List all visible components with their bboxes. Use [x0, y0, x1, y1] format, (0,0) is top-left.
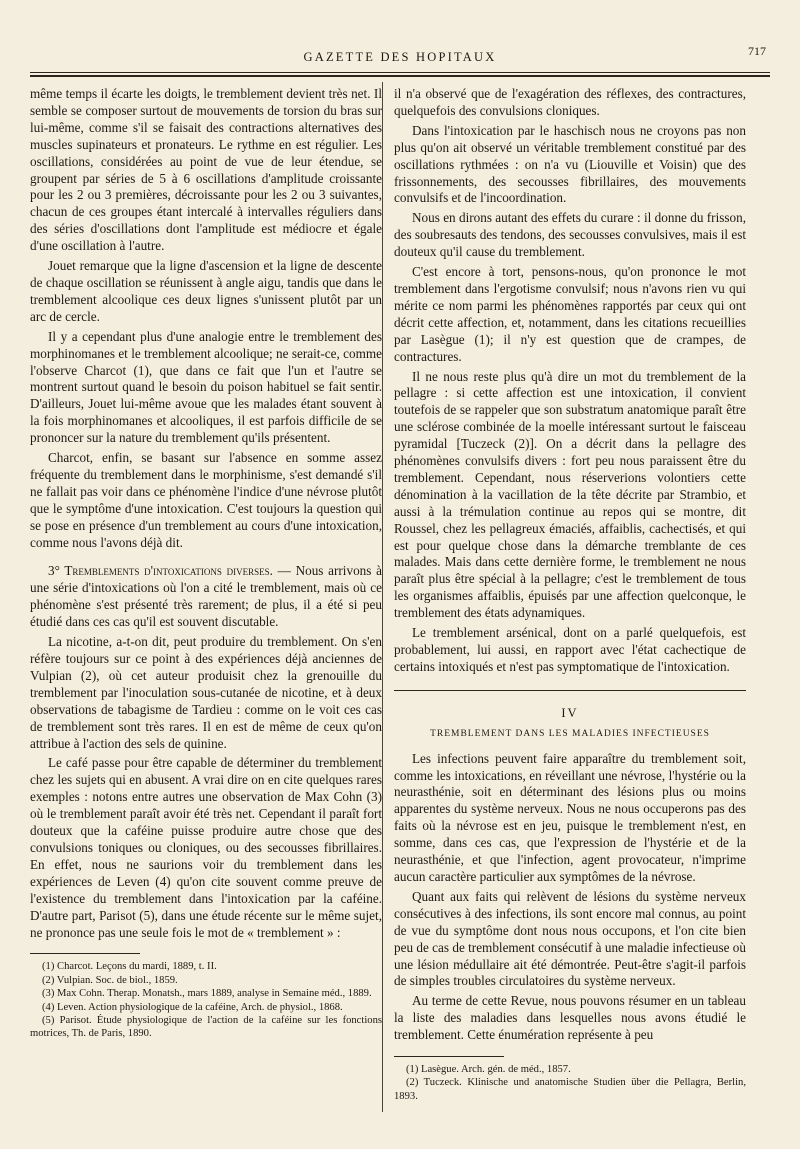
footnote: (2) Tuczeck. Klinische und anatomische Studien über die Pellagra, Berlin, 1893.: [394, 1077, 746, 1102]
column-divider: [382, 82, 383, 1112]
footnote-rule: [30, 953, 140, 954]
footnote: (1) Lasègue. Arch. gén. de méd., 1857.: [406, 1064, 571, 1076]
paragraph: il n'a observé que de l'exagération des réflexes, des contractures, quelquefois des convulsions cloniques.: [394, 86, 746, 118]
paragraph: C'est encore à tort, pensons-nous, qu'on prononce le mot tremblement dans l'ergotisme convulsif; nous n'avons rien vu qui mérite ce nom parmi les phénomènes rapportés par ceux qui ont décrit cette affection, et, notamment, dans les citations recueillies par Lasègue (1); il n'y est question que de crampes, de contractures.: [394, 264, 746, 364]
section-3-heading: 3° Tremblements d'intoxications diverses.: [48, 563, 273, 579]
paragraph: La nicotine, a-t-on dit, peut produire du tremblement. On s'en réfère toujours sur ce point à des expériences déjà anciennes de Vulpian (2), où cet auteur produisit chez la grenouille du tremblement par l'inoculation sous-cutanée de nicotine, et à deux observations de tabagisme de Tardieu : comme on le voit ces cas de tremblement sont très rares. Il en est de même de ceux qu'on attribue à l'action des sels de quinine.: [30, 634, 382, 751]
section-rule: [394, 690, 746, 691]
section-3-paragraph: [30, 563, 382, 631]
paragraph: Charcot, enfin, se basant sur l'absence en somme assez fréquente du tremblement dans le morphinisme, s'est demandé s'il ne fallait pas voir dans ce phénomène l'indice d'une névrose plutôt que le symptôme d'une intoxication. C'est toujours la question qui se pose en présence d'un tremblement au cours d'une intoxication, comme nous l'avons déjà dit.: [30, 450, 382, 550]
paragraph: Il y a cependant plus d'une analogie entre le tremblement des morphinomanes et le tremblement alcoolique; ne serait-ce, comme l'observe Charcot (1), que dans ce fait que l'un et l'autre se montrent surtout quand le besoin du poison habituel se fait sentir. D'ailleurs, Jouet lui-même avoue que les malades étant souvent à la fois morphinomanes et alcooliques, il est parfois difficile de se prononcer sur la nature du tremblement qu'ils présentent.: [30, 328, 382, 446]
footnote-rule: [394, 1056, 504, 1057]
footnotes-right: [394, 1063, 746, 1103]
paragraph: Jouet remarque que la ligne d'ascension et la ligne de descente de chaque oscillation se réunissent à angle aigu, tandis que dans le tremblement alcoolique ces deux lignes s'unissent plutôt par un arc de cercle.: [30, 258, 382, 324]
right-column: [394, 86, 746, 1103]
paragraph: Il ne nous reste plus qu'à dire un mot du tremblement de la pellagre : si cette affection est une intoxication, il convient toutefois de se rappeler que son substratum anatomique paraît être une sclérose combinée de la moelle intéressant surtout le faisceau pyramidal [Tuczeck (2)]. On a décrit dans la pellagre des phénomènes convulsifs divers : fort peu nous paraissent être du tremblement. Cependant, nous réserverions volontiers cette dénomination à la vacillation de la tête décrite par Strambio, et aussi à la trémulation continue au repos qui se montre, dit Roussel, chez les pellagreux émaciés, affaiblis, cachectisés, et qui est pour quelque chose dans la démarche tremblante de ces malades. Mais dans cette dernière forme, le tremblement ne nous paraît plus être spécial à la pellagre; c'est le tremblement de tous les organismes affaiblis, épuisés par une affection quelconque, le tremblement des états adynamiques.: [394, 368, 746, 621]
header-rule: [30, 72, 770, 73]
page-number: 717: [748, 44, 766, 58]
left-column: [30, 86, 382, 1041]
paragraph: même temps il écarte les doigts, le tremblement devient très net. Il semble se composer surtout de mouvements de torsion du bras sur lui-même, comme s'il se faisait des contractions alternatives des muscles supinateurs et pronateurs. Le rythme en est régulier. Les oscillations, considérées au point de vue de leur étendue, se groupent par séries de 5 à 6 oscillations d'amplitude croissante pour les 2 ou 3 premières, décroissante pour les 2 ou 3 suivantes, chacun de ces groupes étant intercalé à intervalles réguliers dans des séries d'oscillations dont l'amplitude est médiocre et égale d'une oscillation à l'autre.: [30, 86, 382, 254]
section-3-text: — Nous arrivons à une série d'intoxications où l'on a cité le tremblement, mais où ce phénomène s'est présenté très rarement; de plus, il a été si peu étudié dans ces cas qu'il est souvent discutable.: [30, 563, 382, 630]
paragraph: Dans l'intoxication par le haschisch nous ne croyons pas non plus qu'on ait observé un véritable tremblement constitué par des oscillations rythmées : on n'a vu (Liouville et Voisin) que des frissonnements, des secousses fibrillaires, des mouvements convulsifs et de l'incoordination.: [394, 122, 746, 206]
footnote: (4) Leven. Action physiologique de la caféine, Arch. de physiol., 1868.: [42, 1001, 343, 1013]
paragraph: Les infections peuvent faire apparaître du tremblement soit, comme les intoxications, en réveillant une névrose, l'hystérie ou la neurasthénie, soit en déterminant des lésions plus ou moins apparentes du système nerveux. Nous ne nous occuperons pas des faits où la névrose est en jeu, puisque le tremblement n'est, en somme, dans ces cas, que l'expression de l'hystérie et de la neurasthénie, et que l'infection, agent provocateur, n'imprime aucun caractère particulier aux symptômes de la névrose.: [394, 750, 746, 884]
footnote: (3) Max Cohn. Therap. Monatsh., mars 1889, analyse in Semaine méd., 1889.: [42, 988, 372, 1000]
footnote: (2) Vulpian. Soc. de biol., 1859.: [42, 974, 178, 986]
paragraph: Nous en dirons autant des effets du curare : il donne du frisson, des soubresauts des tendons, des secousses convulsives, mais il est douteux qu'il cause du tremblement.: [394, 210, 746, 260]
footnotes-left: [30, 960, 382, 1040]
section-numeral: IV: [561, 705, 579, 720]
journal-title: GAZETTE DES HOPITAUX: [303, 50, 497, 64]
footnote: (5) Parisot. Étude physiologique de l'action de la caféine sur les fonctions motrices, Th. de Paris, 1890.: [30, 1015, 382, 1040]
section-title: TREMBLEMENT DANS LES MALADIES INFECTIEUSES: [430, 728, 710, 739]
paragraph: Au terme de cette Revue, nous pouvons résumer en un tableau la liste des maladies dans lesquelles nous avons étudié le tremblement. Cette énumération représente à peu: [394, 993, 746, 1043]
paragraph: Le café passe pour être capable de déterminer du tremblement chez les sujets qui en abusent. A vrai dire on en cite quelques rares exemples : notons entre autres une observation de Max Cohn (3) où le tremblement paraît avoir été très net. Cependant il paraît fort douteux que la caféine puisse produire autre chose que des convulsions toniques ou cloniques, ou des secousses fibrillaires. En effet, nous ne saurions voir du tremblement dans les expériences de Leven (4) qu'on cite souvent comme preuve de l'existence du tremblement dans l'intoxication par la caféine. D'autre part, Parisot (5), dans une étude récente sur le même sujet, ne prononce pas une seule fois le mot de « tremblement » :: [30, 755, 382, 940]
header-rule-thick: [30, 75, 770, 77]
footnote: (1) Charcot. Leçons du mardi, 1889, t. II.: [42, 961, 217, 973]
paragraph: Le tremblement arsénical, dont on a parlé quelquefois, est probablement, lui aussi, en rapport avec l'état cachectique de certains intoxiqués et n'est pas symptomatique de l'intoxication.: [394, 625, 746, 674]
paragraph: Quant aux faits qui relèvent de lésions du système nerveux consécutives à des infections, ils sont encore mal connus, au point de vue du symptôme dont nous nous occupons, et l'on cite bien peu de cas de tremblement consécutif à une maladie infectieuse où une lésion médullaire ait été démontrée. Peut-être s'agit-il parfois de simples troubles circulatoires du système nerveux.: [394, 888, 746, 989]
